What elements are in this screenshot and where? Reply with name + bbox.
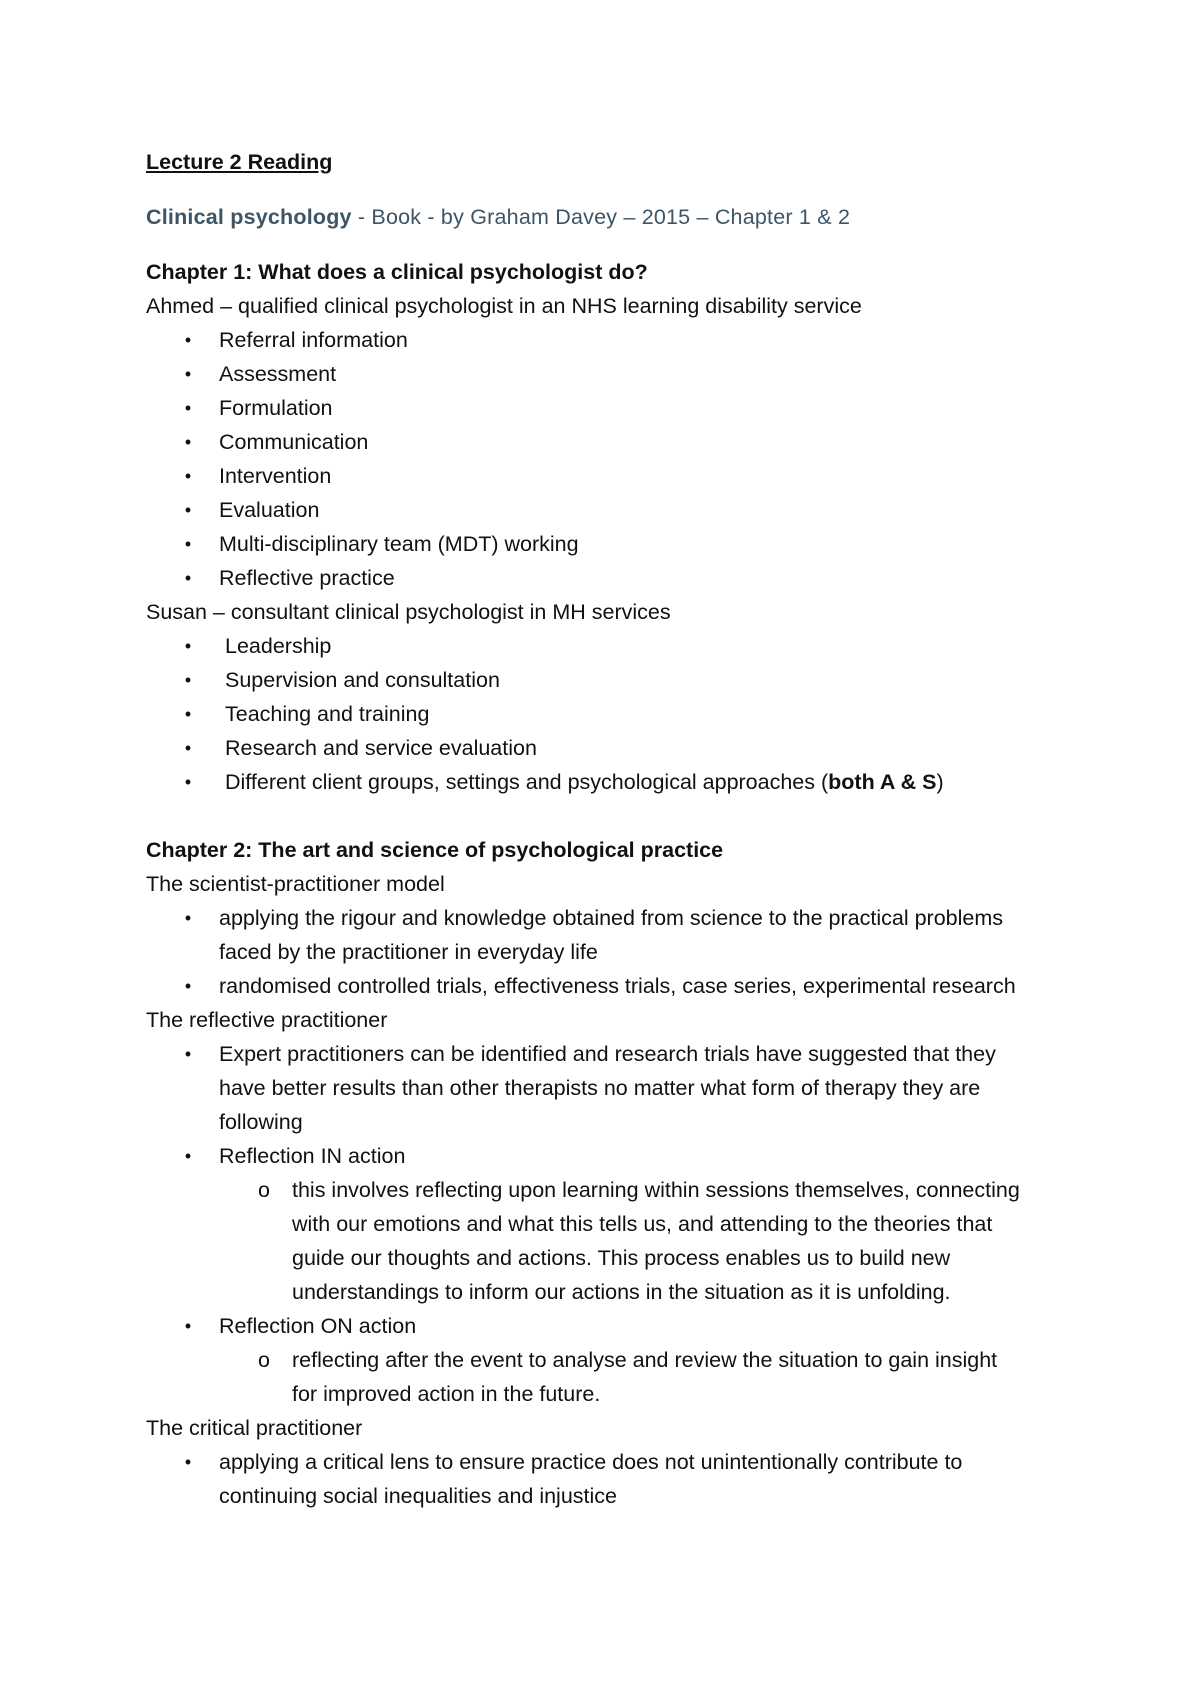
bullet-icon: • <box>184 330 192 350</box>
chapter2-heading: Chapter 2: The art and science of psychological practice <box>146 838 724 862</box>
sub-bullet-icon: o <box>258 1178 270 1202</box>
bullet-icon: • <box>184 500 192 520</box>
bullet-icon: • <box>184 364 192 384</box>
susan-intro: Susan – consultant clinical psychologist in MH services <box>146 600 671 624</box>
bullet-icon: • <box>184 1146 192 1166</box>
bullet-icon: • <box>184 908 192 928</box>
bullet-icon: • <box>184 398 192 418</box>
chapter1-heading: Chapter 1: What does a clinical psychologist do? <box>146 260 648 284</box>
list-item-continuation: following <box>219 1110 303 1134</box>
bullet-icon: • <box>184 568 192 588</box>
bullet-icon: • <box>184 704 192 724</box>
sub-bullet-icon: o <box>258 1348 270 1372</box>
bullet-icon: • <box>184 1044 192 1064</box>
list-item-continuation: faced by the practitioner in everyday life <box>219 940 598 964</box>
bullet-icon: • <box>184 976 192 996</box>
sub-list-item-continuation: for improved action in the future. <box>292 1382 601 1406</box>
list-item-continuation: continuing social inequalities and injustice <box>219 1484 618 1508</box>
book-reference <box>146 200 850 234</box>
sub-list-item-continuation: with our emotions and what this tells us, and attending to the theories that <box>292 1212 993 1236</box>
sub-list-item-continuation: understandings to inform our actions in the situation as it is unfolding. <box>292 1280 951 1304</box>
critical-intro: The critical practitioner <box>146 1416 363 1440</box>
sub-list-item-continuation: guide our thoughts and actions. This process enables us to build new <box>292 1246 951 1270</box>
ahmed-intro: Ahmed – qualified clinical psychologist in an NHS learning disability service <box>146 294 862 318</box>
bullet-icon: • <box>184 1316 192 1336</box>
bullet-icon: • <box>184 670 192 690</box>
bullet-icon: • <box>184 1452 192 1472</box>
bullet-icon: • <box>184 466 192 486</box>
bullet-icon: • <box>184 772 192 792</box>
reflective-intro: The reflective practitioner <box>146 1008 388 1032</box>
book-details: - Book - by Graham Davey – 2015 – Chapter 1 & 2 <box>351 205 851 229</box>
scientist-intro: The scientist-practitioner model <box>146 872 445 896</box>
bullet-icon: • <box>184 636 192 656</box>
document-title: Lecture 2 Reading <box>146 150 333 174</box>
book-title: Clinical psychology <box>146 205 352 229</box>
bullet-icon: • <box>184 738 192 758</box>
bullet-icon: • <box>184 432 192 452</box>
list-item-continuation: have better results than other therapists no matter what form of therapy they are <box>219 1076 981 1100</box>
bullet-icon: • <box>184 534 192 554</box>
